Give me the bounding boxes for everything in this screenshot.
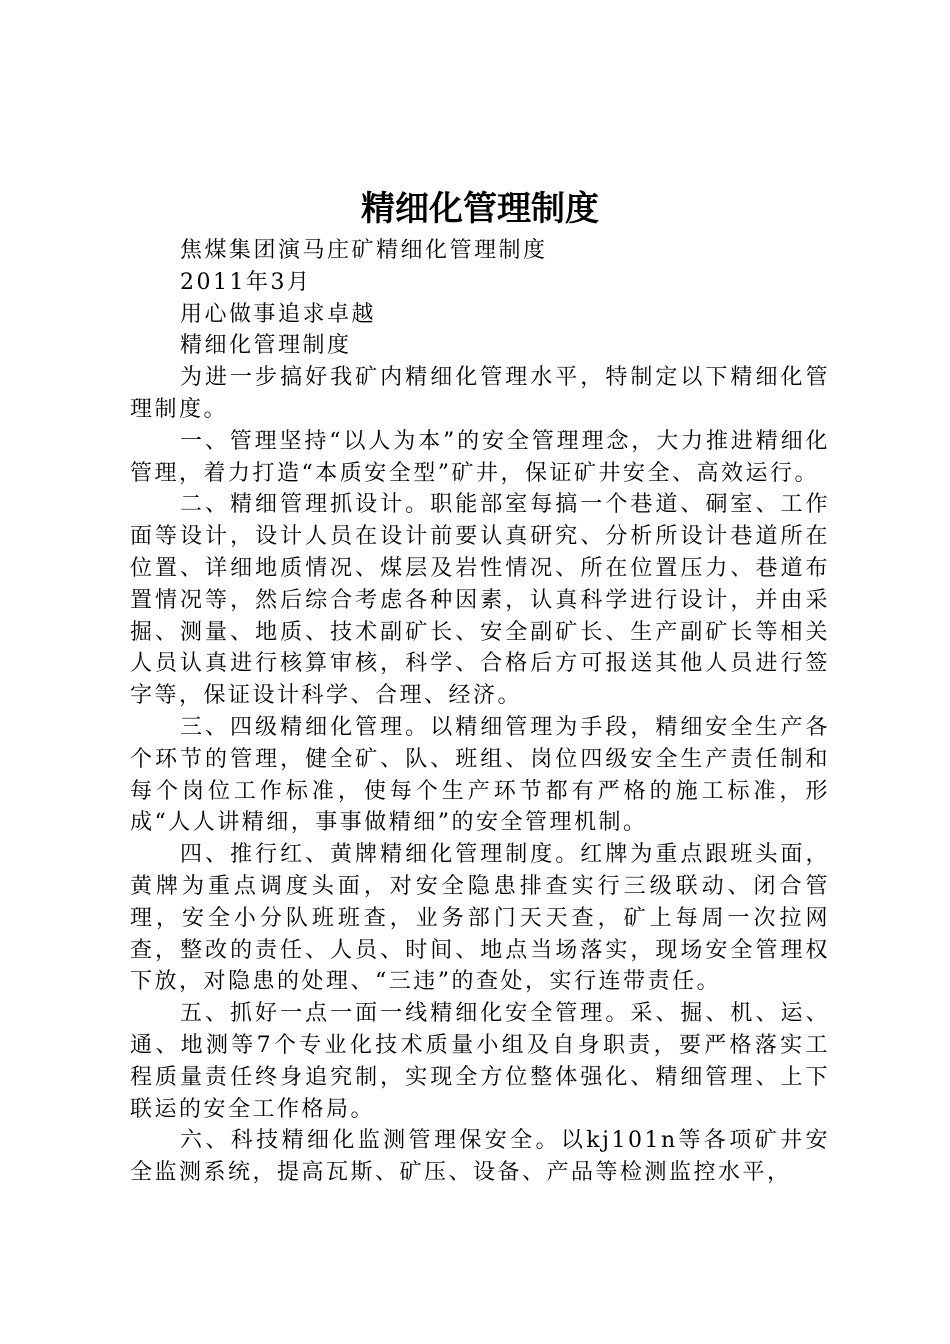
document-title: 精细化管理制度 <box>361 189 599 229</box>
paragraph-intro: 为进一步搞好我矿内精细化管理水平，特制定以下精细化管理制度。 <box>130 365 830 422</box>
paragraph-section-6: 六、科技精细化监测管理保安全。以kj101n等各项矿井安全监测系统，提高瓦斯、矿压、设备、产品等检测监控水平， <box>130 1128 830 1186</box>
paragraph-section-5: 五、抓好一点一面一线精细化安全管理。采、掘、机、运、通、地测等7个专业化技术质量小组及自身职责，要严格落实工程质量责任终身追究制，实现全方位整体强化、精细管理、上下联运的安全工作格局。 <box>130 1001 830 1122</box>
paragraph-section-1: 一、管理坚持“以人为本”的安全管理理念，大力推进精细化管理，着力打造“本质安全型”矿井，保证矿井安全、高效运行。 <box>130 428 830 486</box>
paragraph-section-3: 三、四级精细化管理。以精细管理为手段，精细安全生产各个环节的管理，健全矿、队、班组、岗位四级安全生产责任制和每个岗位工作标准，使每个生产环节都有严格的施工标准，形成“人人讲精细，事事做精细”的安全管理机制。 <box>130 714 830 836</box>
header-line-subtitle: 精细化管理制度 <box>180 333 352 359</box>
paragraph-section-4: 四、推行红、黄牌精细化管理制度。红牌为重点跟班头面，黄牌为重点调度头面，对安全隐患排查实行三级联动、闭合管理，安全小分队班班查，业务部门天天查，矿上每周一次拉网查，整改的责任、人员、时间、地点当场落实，现场安全管理权下放，对隐患的处理、“三违”的查处，实行连带责任。 <box>130 842 830 995</box>
paragraph-section-2: 二、精细管理抓设计。职能部室每搞一个巷道、硐室、工作面等设计，设计人员在设计前要认真研究、分析所设计巷道所在位置、详细地质情况、煤层及岩性情况、所在位置压力、巷道布置情况等，然后综合考虑各种因素，认真科学进行设计，并由采掘、测量、地质、技术副矿长、安全副矿长、生产副矿长等相关人员认真进行核算审核，科学、合格后方可报送其他人员进行签字等，保证设计科学、合理、经济。 <box>130 492 830 709</box>
header-line-slogan: 用心做事追求卓越 <box>180 301 377 327</box>
header-line-organization: 焦煤集团演马庄矿精细化管理制度 <box>180 238 548 263</box>
document-body <box>130 235 830 1189</box>
header-line-date: 2011年3月 <box>180 269 312 295</box>
